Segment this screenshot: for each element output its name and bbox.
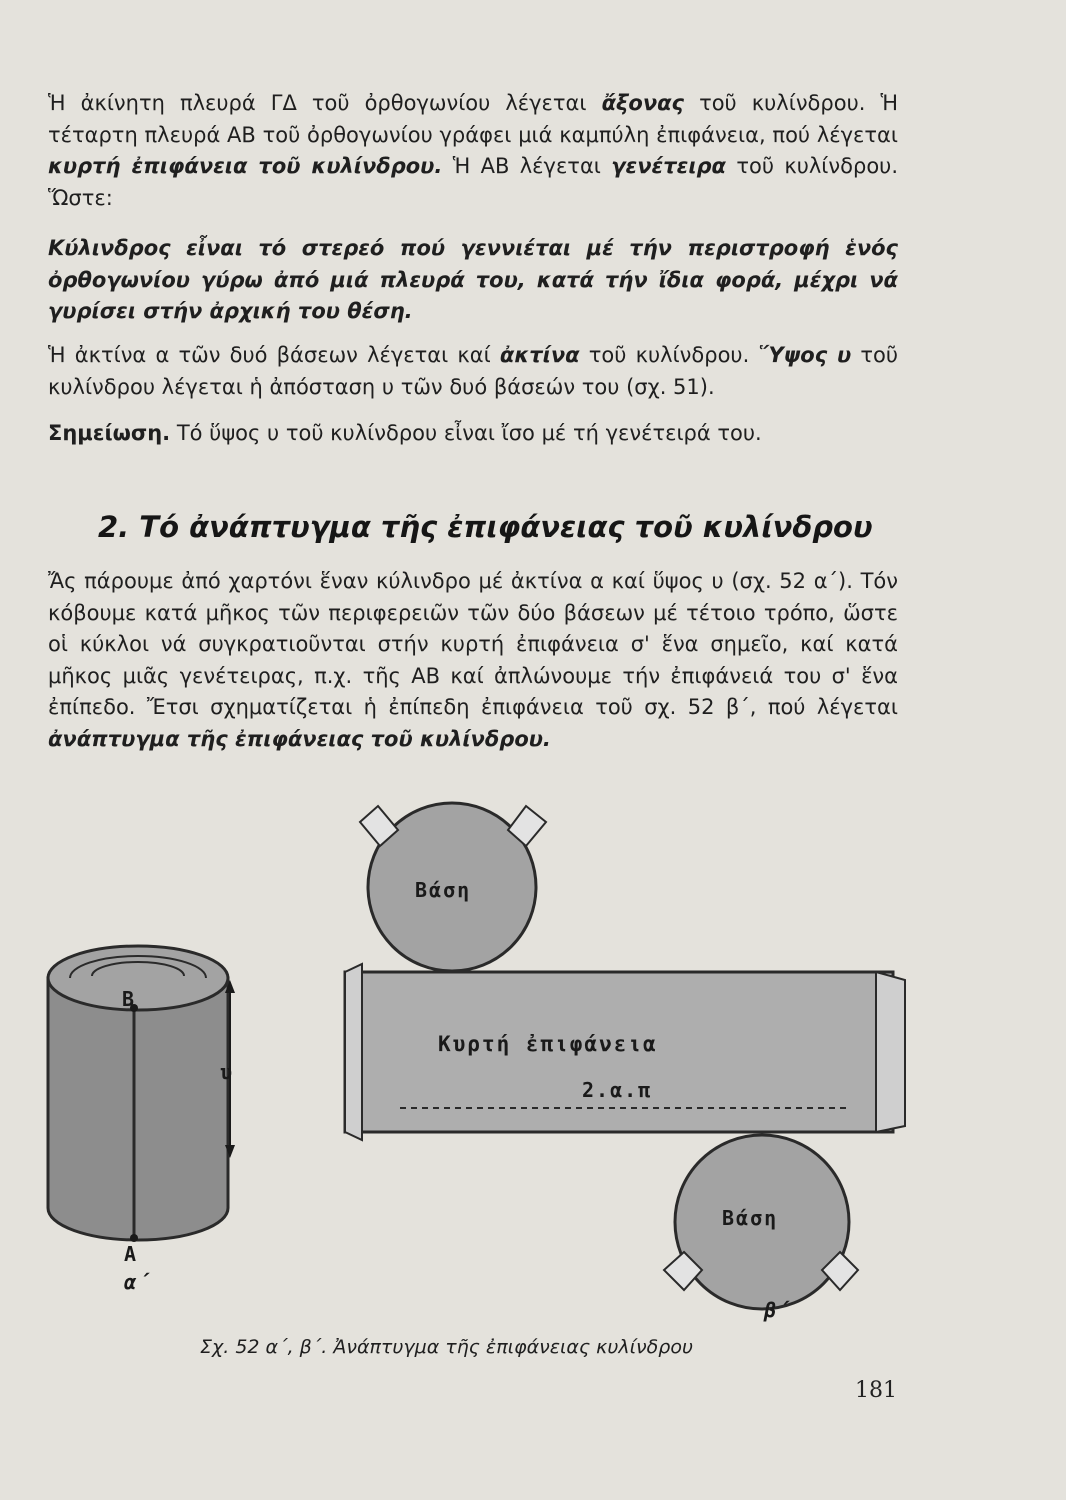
label-top-base: Βάση (415, 878, 472, 902)
paragraph-radius-height (48, 340, 898, 403)
term-lateral-surface: κυρτή ἐπιφάνεια τοῦ κυλίνδρου. (48, 154, 443, 178)
figure-caption: Σχ. 52 α΄, β΄. Ἀνάπτυγμα τῆς ἐπιφάνειας κυλίνδρου (200, 1336, 693, 1358)
text-run: Ἡ ΑΒ λέγεται (442, 154, 612, 178)
note-text: Τό ὕψος υ τοῦ κυλίνδρου εἶναι ἴσο μέ τή γενέτειρά του. (170, 421, 762, 445)
text-run: τοῦ κυλίνδρου λέγεται ἡ ἀπόσταση υ τῶν δυό βάσεών του (σχ. 51). (48, 343, 898, 399)
text-run: Ἡ ἀκτίνα α τῶν δυό βάσεων λέγεται καί (48, 343, 500, 367)
cylinder-definition: Κύλινδρος εἶναι τό στερεό πού γεννιέται μέ τήν περιστροφή ἑνός ὀρθογωνίου γύρω ἀπό μιά πλευρά του, κατά τήν ἴδια φορά, μέχρι νά γυρίσει στήν ἀρχική του θέση. (48, 236, 898, 323)
text-run: τοῦ κυλίνδρου. Ἡ τέταρτη πλευρά ΑΒ τοῦ ὀρθογωνίου γράφει μιά καμπύλη ἐπιφάνεια, πού λέγεται (48, 91, 899, 147)
glue-tab-right (876, 972, 905, 1132)
term-net: ἀνάπτυγμα τῆς ἐπιφάνειας τοῦ κυλίνδρου. (48, 726, 551, 751)
figure-drawing (0, 790, 1066, 1330)
text-run: Ἡ ἀκίνητη πλευρά ΓΔ τοῦ ὀρθογωνίου λέγεται (48, 91, 602, 115)
section-title: 2. Τό ἀνάπτυγμα τῆς ἐπιφάνειας τοῦ κυλίνδρου (98, 510, 873, 544)
label-lateral-surface: Κυρτή ἐπιφάνεια (438, 1032, 658, 1056)
label-B: Β (122, 987, 137, 1011)
paragraph-axis-generatrix (48, 88, 898, 214)
text-run: Ἄς πάρουμε ἀπό χαρτόνι ἕναν κύλινδρο μέ ἀκτίνα α καί ὕψος υ (σχ. 52 α΄). Τόν κόβουμε κατά μῆκος τῶν περιφερειῶν τῶν δύο βάσεων μέ τέτοιο τρόπο, ὥστε οἱ κύκλοι νά συγκρατιοῦνται στήν κυρτή ἐπιφάνεια σ' ἕνα σημεῖο, καί κατά μῆκος μιᾶς γενέτειρας, π.χ. τῆς ΑΒ καί ἀπλώνουμε τήν ἐπιφάνειά του σ' ἕνα ἐπίπεδο. Ἔτσι σχηματίζεται ἡ ἐπίπεδη ἐπιφάνεια τοῦ σχ. 52 β΄, πού λέγεται (48, 569, 898, 719)
glue-tab-left (345, 964, 362, 1140)
term-height: Ὕψος υ (758, 343, 852, 367)
note-paragraph (48, 418, 898, 450)
point-A (130, 1234, 138, 1242)
label-length: 2.α.π (582, 1078, 653, 1102)
text-run: τοῦ κυλίνδρου. (579, 343, 759, 367)
label-b-prime: β΄ (764, 1298, 793, 1322)
text-run: τοῦ κυλίνδρου. Ὥστε: (48, 154, 898, 210)
paragraph-net-description (48, 566, 898, 755)
term-generatrix: γενέτειρα (611, 154, 726, 178)
label-bottom-base: Βάση (722, 1206, 779, 1230)
figure-52 (0, 790, 1066, 1330)
cylinder-body (48, 978, 228, 1240)
cylinder-illustration (48, 946, 235, 1242)
term-radius: ἀκτίνα (499, 343, 580, 367)
label-height: υ (220, 1060, 235, 1084)
note-label: Σημείωση. (48, 421, 171, 445)
term-axis: ἄξονας (601, 91, 685, 115)
label-A: Α (124, 1242, 139, 1266)
page-number: 181 (855, 1378, 897, 1403)
label-a-prime: α΄ (124, 1270, 153, 1294)
